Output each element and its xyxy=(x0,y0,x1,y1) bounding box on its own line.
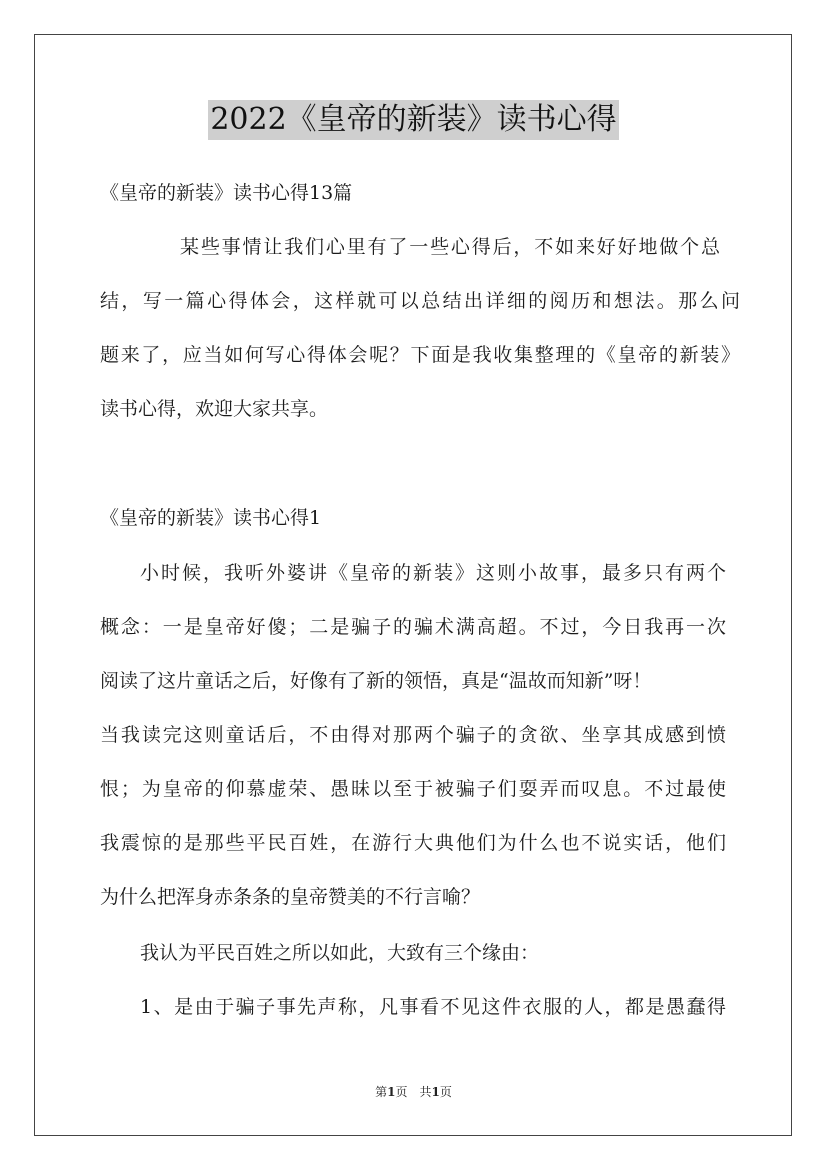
page-suffix: 页 xyxy=(395,1085,408,1099)
body-line-7: 为什么把浑身赤条条的皇帝赞美的不行言喻？ xyxy=(100,886,481,908)
page-footer xyxy=(0,1084,827,1100)
body-line-3: 阅读了这片童话之后，好像有了新的领悟，真是“温故而知新”呀！ xyxy=(100,670,652,692)
document-subtitle: 《皇帝的新装》读书心得13篇 xyxy=(100,182,353,204)
body-line-6: 我震惊的是那些平民百姓，在游行大典他们为什么也不说实话，他们 xyxy=(100,832,726,854)
intro-line-3: 题来了，应当如何写心得体会呢？下面是我收集整理的《皇帝的新装》 xyxy=(100,344,740,366)
document-title: 2022《皇帝的新装》读书心得 xyxy=(208,100,618,140)
total-suffix: 页 xyxy=(439,1085,452,1099)
body-line-1: 小时候，我听外婆讲《皇帝的新装》这则小故事，最多只有两个 xyxy=(140,562,726,584)
total-prefix: 共 xyxy=(419,1085,432,1099)
body-line-2: 概念：一是皇帝好傻；二是骗子的骗术满高超。不过，今日我再一次 xyxy=(100,616,726,638)
body-line-4: 当我读完这则童话后，不由得对那两个骗子的贪欲、坐享其成感到愤 xyxy=(100,724,726,746)
title-container xyxy=(0,100,827,140)
body-line-5: 恨；为皇帝的仰慕虚荣、愚昧以至于被骗子们耍弄而叹息。不过最使 xyxy=(100,778,726,800)
section-heading: 《皇帝的新装》读书心得1 xyxy=(100,507,322,529)
page-prefix: 第 xyxy=(375,1085,388,1099)
total-pages: 1 xyxy=(431,1085,440,1099)
intro-line-4: 读书心得，欢迎大家共享。 xyxy=(100,398,329,420)
body-line-9: 1、是由于骗子事先声称，凡事看不见这件衣服的人，都是愚蠢得 xyxy=(140,996,726,1018)
intro-line-1: 某些事情让我们心里有了一些心得后，不如来好好地做个总 xyxy=(180,236,720,258)
intro-line-2: 结，写一篇心得体会，这样就可以总结出详细的阅历和想法。那么问 xyxy=(100,290,740,312)
body-line-8: 我认为平民百姓之所以如此，大致有三个缘由： xyxy=(140,942,540,964)
page-number: 1 xyxy=(387,1085,396,1099)
